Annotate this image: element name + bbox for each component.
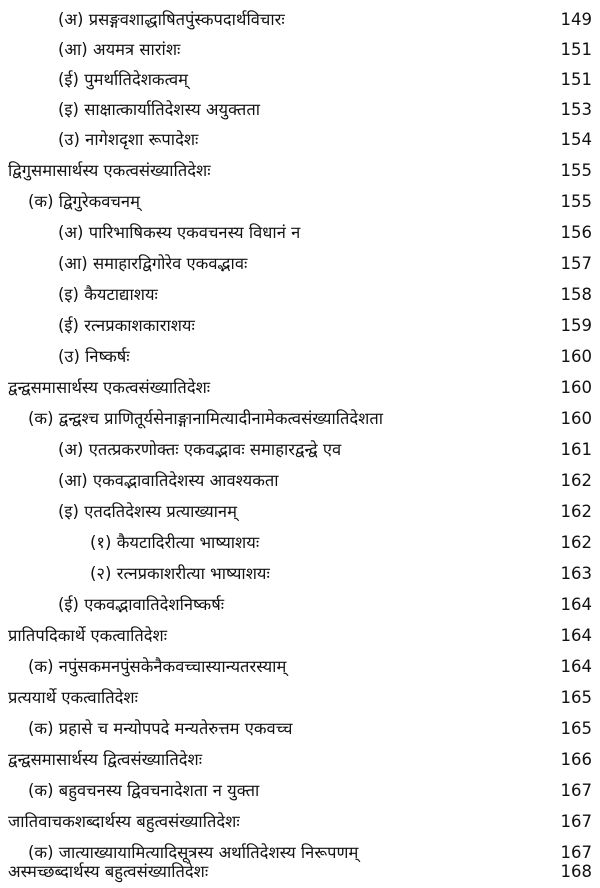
toc-entry-title: (ई) रत्नप्रकाशकाराशयः	[58, 316, 195, 335]
toc-entry-title: द्विगुसमासार्थस्य एकत्वसंख्यातिदेशः	[8, 161, 211, 180]
toc-entry	[0, 64, 600, 96]
toc-entry	[0, 341, 600, 373]
toc-entry-page: 167	[560, 781, 592, 800]
toc-entry	[0, 465, 600, 497]
toc-entry-title: प्रातिपदिकार्थे एकत्वातिदेशः	[8, 626, 168, 645]
toc-entry-title: (क) द्विगुरेकवचनम्	[28, 192, 140, 211]
toc-entry	[0, 279, 600, 311]
toc-entry-title: द्वन्द्वसमासार्थस्य द्वित्वसंख्यातिदेशः	[8, 750, 203, 769]
toc-entry	[0, 558, 600, 590]
toc-entry	[0, 4, 600, 36]
toc-entry	[0, 186, 600, 218]
toc-entry-page: 162	[560, 502, 592, 521]
toc-entry-title: (क) प्रहासे च मन्योपपदे मन्यतेरुत्तम एकवच्च	[28, 719, 293, 738]
toc-entry	[0, 856, 600, 888]
toc-entry-title: (२) रत्नप्रकाशरीत्या भाष्याशयः	[90, 564, 270, 583]
toc-entry	[0, 806, 600, 838]
toc-entry-title: (उ) नागेशदृशा रूपादेशः	[58, 130, 199, 149]
toc-entry	[0, 527, 600, 559]
toc-entry-page: 158	[560, 285, 592, 304]
toc-entry-title: (क) जात्याख्यायामित्यादिसूत्रस्य अर्थातिदेशस्य निरूपणम्	[28, 843, 359, 862]
toc-entry	[0, 713, 600, 745]
toc-entry	[0, 372, 600, 404]
toc-entry	[0, 155, 600, 187]
toc-entry	[0, 124, 600, 156]
toc-entry	[0, 217, 600, 249]
toc-entry-page: 162	[560, 471, 592, 490]
toc-entry-page: 153	[560, 100, 592, 119]
toc-entry	[0, 620, 600, 652]
toc-entry-title: (आ) समाहारद्विगोरेव एकवद्भावः	[58, 254, 248, 273]
toc-entry-title: (आ) अयमत्र सारांशः	[58, 40, 181, 59]
toc-entry-title: (क) बहुवचनस्य द्विवचनादेशता न युक्ता	[28, 781, 260, 800]
toc-entry-title: (इ) एतदतिदेशस्य प्रत्याख्यानम्	[58, 502, 237, 521]
toc-entry-page: 155	[560, 192, 592, 211]
toc-entry	[0, 248, 600, 280]
toc-entry-page: 165	[560, 719, 592, 738]
toc-entry-page: 168	[560, 862, 592, 881]
toc-entry	[0, 775, 600, 807]
toc-entry-page: 163	[560, 564, 592, 583]
toc-entry-title: (आ) एकवद्भावातिदेशस्य आवश्यकता	[58, 471, 279, 490]
toc-entry-title: प्रत्ययार्थे एकत्वातिदेशः	[8, 688, 138, 707]
toc-entry-title: जातिवाचकशब्दार्थस्य बहुत्वसंख्यातिदेशः	[8, 812, 240, 831]
toc-entry-title: (क) नपुंसकमनपुंसकेनैकवच्चास्यान्यतरस्याम्	[28, 657, 287, 676]
toc-entry-page: 154	[560, 130, 592, 149]
toc-entry-page: 151	[560, 40, 592, 59]
toc-entry-title: (इ) कैयटाद्याशयः	[58, 285, 158, 304]
toc-entry	[0, 589, 600, 621]
toc-entry-title: (१) कैयटादिरीत्या भाष्याशयः	[90, 533, 260, 552]
toc-entry-title: (ई) पुमर्थातिदेशकत्वम्	[58, 70, 189, 89]
toc-entry-page: 166	[560, 750, 592, 769]
toc-entry	[0, 744, 600, 776]
toc-entry-page: 151	[560, 70, 592, 89]
toc-entry-page: 161	[560, 440, 592, 459]
toc-entry-title: (इ) साक्षात्कार्यातिदेशस्य अयुक्तता	[58, 100, 260, 119]
toc-entry-page: 164	[560, 595, 592, 614]
toc-entry	[0, 682, 600, 714]
toc-entry-title: (ई) एकवद्भावातिदेशनिष्कर्षः	[58, 595, 225, 614]
toc-entry-page: 165	[560, 688, 592, 707]
toc-entry	[0, 403, 600, 435]
toc-entry-page: 160	[560, 378, 592, 397]
toc-entry-page: 164	[560, 626, 592, 645]
toc-entry-title: (उ) निष्कर्षः	[58, 347, 130, 366]
toc-entry-title: द्वन्द्वसमासार्थस्य एकत्वसंख्यातिदेशः	[8, 378, 211, 397]
toc-entry-page: 167	[560, 812, 592, 831]
toc-entry-title: (अ) पारिभाषिकस्य एकवचनस्य विधानं न	[58, 223, 301, 242]
toc-entry-page: 159	[560, 316, 592, 335]
toc-entry-page: 160	[560, 347, 592, 366]
toc-entry-title: अस्मच्छब्दार्थस्य बहुत्वसंख्यातिदेशः	[8, 862, 209, 881]
toc-entry-page: 155	[560, 161, 592, 180]
toc-entry-page: 149	[560, 10, 592, 29]
toc-entry	[0, 34, 600, 66]
toc-entry-page: 156	[560, 223, 592, 242]
toc-entry-title: (अ) एतत्प्रकरणोक्तः एकवद्भावः समाहारद्वन्द्वे एव	[58, 440, 342, 459]
toc-entry-title: (क) द्वन्द्वश्च प्राणितूर्यसेनाङ्गानामित्यादीनामेकत्वसंख्यातिदेशता	[28, 409, 384, 428]
toc-entry-page: 157	[560, 254, 592, 273]
toc-entry	[0, 496, 600, 528]
toc-entry-page: 162	[560, 533, 592, 552]
toc-entry-title: (अ) प्रसङ्गवशाद्धाषितपुंस्कपदार्थविचारः	[58, 10, 285, 29]
toc-entry	[0, 434, 600, 466]
toc-entry-page: 160	[560, 409, 592, 428]
toc-entry	[0, 94, 600, 126]
toc-entry-page: 164	[560, 657, 592, 676]
toc-entry-page: 167	[560, 843, 592, 862]
toc-entry	[0, 310, 600, 342]
toc-entry	[0, 651, 600, 683]
